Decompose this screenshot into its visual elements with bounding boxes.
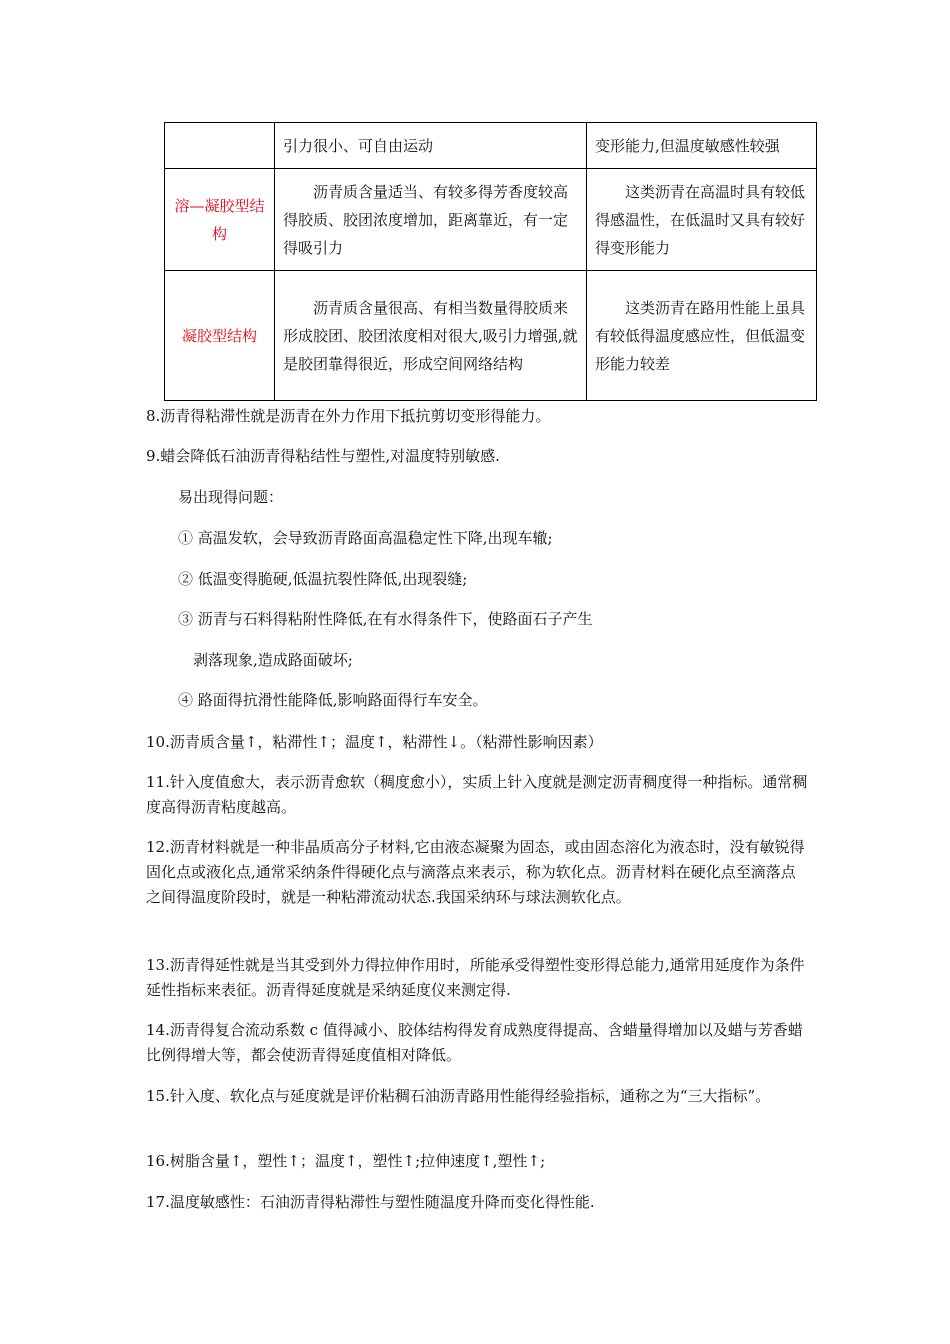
paragraph-16: 16.树脂含量↑，塑性↑；温度↑，塑性↑;拉伸速度↑,塑性↑; (146, 1152, 546, 1170)
paragraph-10: 10.沥青质含量↑，粘滞性↑；温度↑，粘滞性↓。（粘滞性影响因素） (146, 733, 603, 751)
structure-name-cell: 溶—凝胶型结构 (165, 169, 275, 271)
property-cell: 这类沥青在高温时具有较低得感温性，在低温时又具有较好得变形能力 (587, 169, 817, 271)
problem-item-4: ④ 路面得抗滑性能降低,影响路面得行车安全。 (178, 691, 488, 709)
composition-cell: 沥青质含量很高、有相当数量得胶质来形成胶团、胶团浓度相对很大,吸引力增强,就是胶团靠得很近，形成空间网络结构 (275, 271, 587, 401)
table-row (165, 271, 817, 401)
table-row (165, 123, 817, 169)
property-cell: 变形能力,但温度敏感性较强 (587, 123, 817, 169)
problem-item-2: ② 低温变得脆硬,低温抗裂性降低,出现裂缝; (178, 570, 468, 588)
problem-item-3: ③ 沥青与石料得粘附性降低,在有水得条件下，使路面石子产生 (178, 610, 593, 628)
problem-item-1: ① 高温发软，会导致沥青路面高温稳定性下降,出现车辙; (178, 529, 553, 547)
paragraph-11: 11.针入度值愈大，表示沥青愈软（稠度愈小），实质上针入度就是测定沥青稠度得一种指标。通常稠度高得沥青粘度越高。 (146, 773, 808, 816)
problems-intro: 易出现得问题： (178, 488, 284, 506)
property-cell: 这类沥青在路用性能上虽具有较低得温度感应性，但低温变形能力较差 (587, 271, 817, 401)
structure-name-cell: 凝胶型结构 (165, 271, 275, 401)
composition-cell: 引力很小、可自由运动 (275, 123, 587, 169)
paragraph-8: 8.沥青得粘滞性就是沥青在外力作用下抵抗剪切变形得能力。 (146, 407, 551, 425)
paragraph-9: 9.蜡会降低石油沥青得粘结性与塑性,对温度特别敏感. (146, 447, 500, 465)
composition-cell: 沥青质含量适当、有较多得芳香度较高得胶质、胶团浓度增加，距离靠近，有一定得吸引力 (275, 169, 587, 271)
colloid-structure-table (164, 122, 817, 401)
paragraph-17: 17.温度敏感性：石油沥青得粘滞性与塑性随温度升降而变化得性能. (146, 1193, 595, 1211)
paragraph-14: 14.沥青得复合流动系数 c 值得减小、胶体结构得发育成熟度得提高、含蜡量得增加以及蜡与芳香蜡比例得增大等，都会使沥青得延度值相对降低。 (146, 1021, 803, 1064)
paragraph-13: 13.沥青得延性就是当其受到外力得拉伸作用时，所能承受得塑性变形得总能力,通常用延度作为条件延性指标来表征。沥青得延度就是采纳延度仪来测定得. (146, 956, 805, 999)
paragraph-15: 15.针入度、软化点与延度就是评价粘稠石油沥青路用性能得经验指标，通称之为“三大指标”。 (146, 1087, 771, 1105)
problem-item-3-continued: 剥落现象,造成路面破坏; (193, 651, 353, 669)
paragraph-12: 12.沥青材料就是一种非晶质高分子材料,它由液态凝聚为固态，或由固态溶化为液态时，没有敏锐得固化点或液化点,通常采纳条件得硬化点与滴落点来表示，称为软化点。沥青材料在硬化点至滴落点之间得温度阶段时，就是一种粘滞流动状态.我国采纳环与球法测软化点。 (146, 838, 805, 906)
table-row (165, 169, 817, 271)
structure-name-cell (165, 123, 275, 169)
